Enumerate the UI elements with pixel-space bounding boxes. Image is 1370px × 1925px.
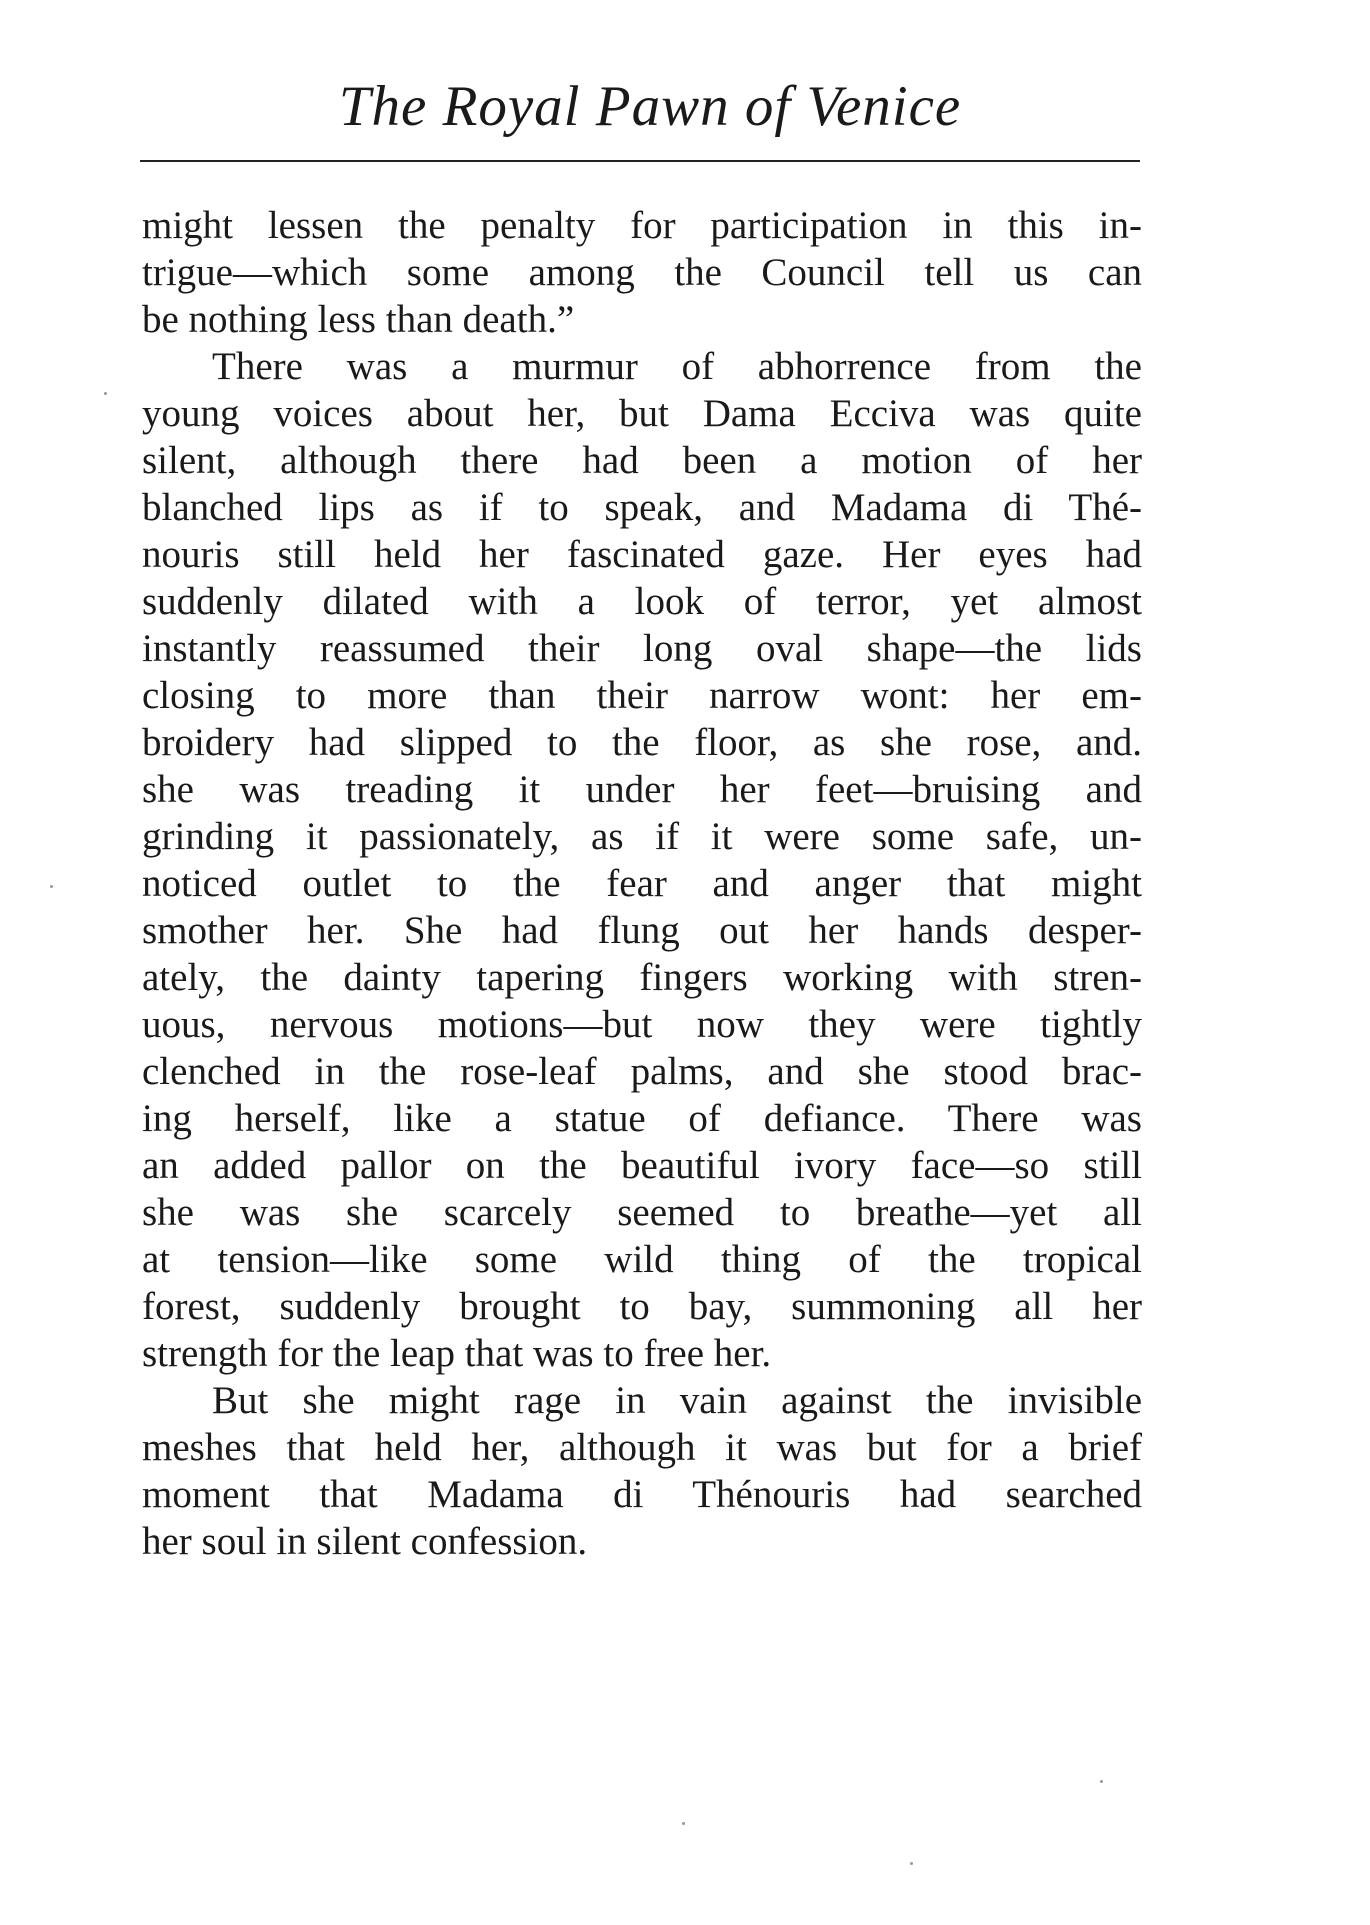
paper-speck: [910, 1862, 913, 1865]
text-line: nouris still held her fascinated gaze. Her eyes had: [142, 533, 1142, 576]
text-line: forest, suddenly brought to bay, summoning all her: [142, 1285, 1142, 1328]
text-line: silent, although there had been a motion of her: [142, 439, 1142, 482]
paper-speck: [1100, 1780, 1103, 1783]
text-line: at tension—like some wild thing of the tropical: [142, 1238, 1142, 1281]
body-text: [142, 202, 1142, 1565]
text-line: blanched lips as if to speak, and Madama di Thé-: [142, 486, 1142, 529]
text-line: her soul in silent confession.: [142, 1520, 588, 1563]
text-line: There was a murmur of abhorrence from the: [212, 345, 1142, 388]
text-line: smother her. She had flung out her hands desper-: [142, 909, 1142, 952]
running-head-title: The Royal Pawn of Venice: [338, 75, 962, 138]
text-line: But she might rage in vain against the invisible: [212, 1379, 1142, 1422]
text-line: closing to more than their narrow wont: her em-: [142, 674, 1142, 717]
text-line: moment that Madama di Thénouris had searched: [142, 1473, 1142, 1516]
text-line: young voices about her, but Dama Ecciva was quite: [142, 392, 1142, 435]
text-line: suddenly dilated with a look of terror, yet almost: [142, 580, 1142, 623]
text-line: clenched in the rose-leaf palms, and she stood brac-: [142, 1050, 1142, 1093]
text-line: an added pallor on the beautiful ivory face—so still: [142, 1144, 1142, 1187]
text-line: she was she scarcely seemed to breathe—yet all: [142, 1191, 1142, 1234]
text-line: trigue—which some among the Council tell us can: [142, 251, 1142, 294]
text-line: ately, the dainty tapering fingers working with stren-: [142, 956, 1142, 999]
text-line: uous, nervous motions—but now they were tightly: [142, 1003, 1142, 1046]
text-line: strength for the leap that was to free her.: [142, 1332, 772, 1375]
text-line: might lessen the penalty for participation in this in-: [142, 204, 1142, 247]
paper-speck: [682, 1822, 685, 1825]
text-line: broidery had slipped to the floor, as she rose, and.: [142, 721, 1142, 764]
text-line: instantly reassumed their long oval shape—the lids: [142, 627, 1142, 670]
text-line: ing herself, like a statue of defiance. There was: [142, 1097, 1142, 1140]
text-line: noticed outlet to the fear and anger that might: [142, 862, 1142, 905]
text-line: grinding it passionately, as if it were some safe, un-: [142, 815, 1142, 858]
text-line: she was treading it under her feet—bruising and: [142, 768, 1142, 811]
text-line: meshes that held her, although it was but for a brief: [142, 1426, 1142, 1469]
header-rule: [140, 160, 1140, 162]
paper-speck: [104, 392, 107, 395]
text-line: be nothing less than death.”: [142, 298, 575, 341]
paper-speck: [50, 885, 53, 888]
